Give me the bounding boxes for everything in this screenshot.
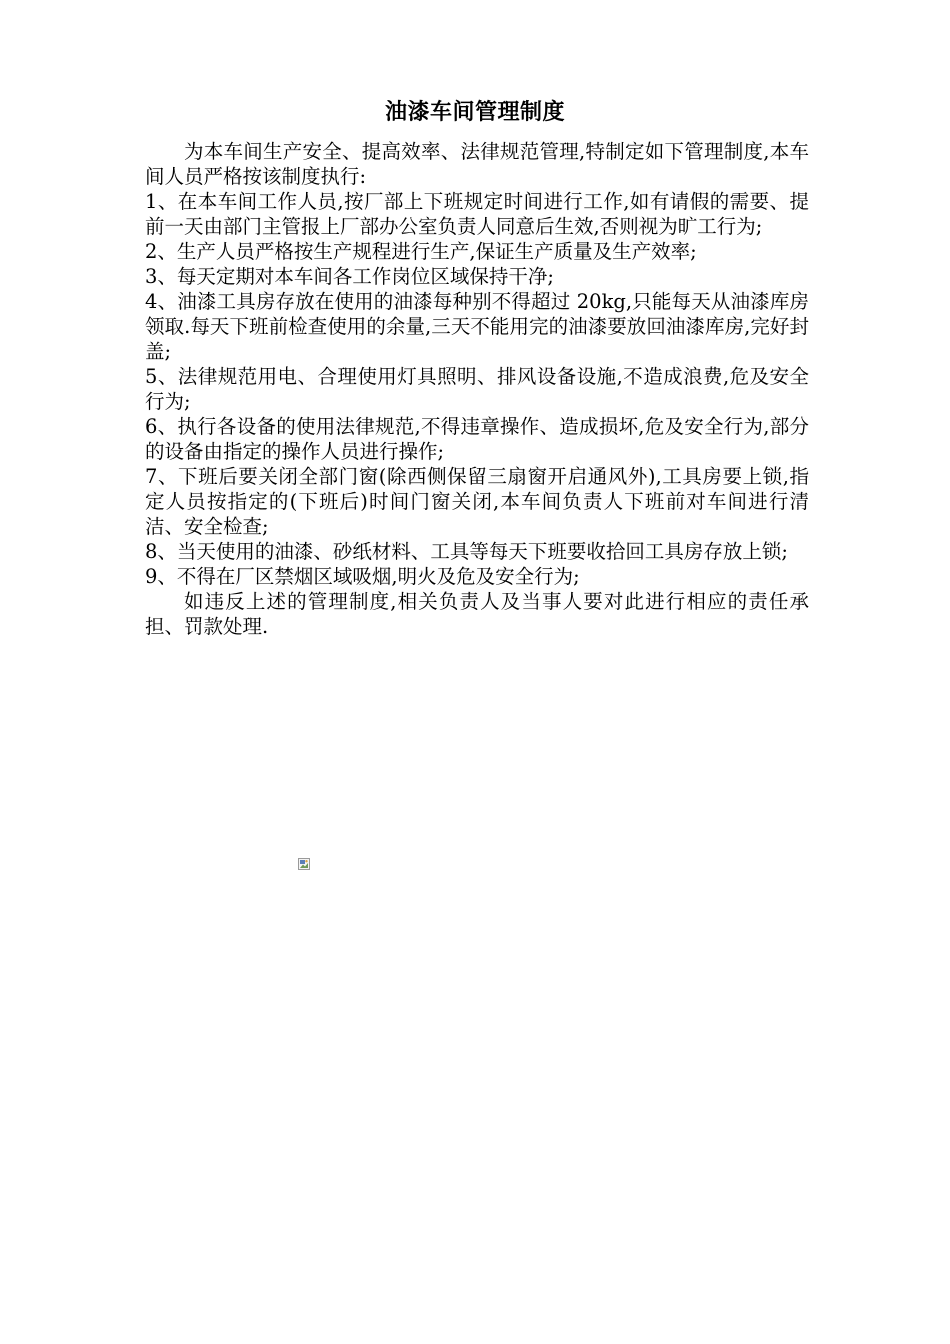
- small-image-icon: [298, 858, 310, 870]
- rule-item: 4、油漆工具房存放在使用的油漆每种别不得超过 20kg,只能每天从油漆库房领取.每天下班前检查使用的余量,三天不能用完的油漆要放回油漆库房,完好封盖;: [145, 290, 809, 363]
- rule-item: 7、下班后要关闭全部门窗(除西侧保留三扇窗开启通风外),工具房要上锁,指定人员按指定的(下班后)时间门窗关闭,本车间负责人下班前对车间进行清洁、安全检查;: [145, 465, 809, 538]
- rule-item: 5、法律规范用电、合理使用灯具照明、排风设备设施,不造成浪费,危及安全行为;: [145, 365, 809, 413]
- document-title: 油漆车间管理制度: [384, 100, 565, 125]
- document-body: [145, 139, 809, 639]
- rule-item: 8、当天使用的油漆、砂纸材料、工具等每天下班要收拾回工具房存放上锁;: [145, 540, 788, 563]
- closing-paragraph: 如违反上述的管理制度,相关负责人及当事人要对此进行相应的责任承担、罚款处理.: [145, 590, 809, 638]
- rule-item: 1、在本车间工作人员,按厂部上下班规定时间进行工作,如有请假的需要、提前一天由部门主管报上厂部办公室负责人同意后生效,否则视为旷工行为;: [145, 190, 809, 238]
- rule-item: 6、执行各设备的使用法律规范,不得违章操作、造成损坏,危及安全行为,部分的设备由指定的操作人员进行操作;: [145, 415, 809, 463]
- rule-item: 2、生产人员严格按生产规程进行生产,保证生产质量及生产效率;: [145, 240, 697, 263]
- rule-item: 9、不得在厂区禁烟区域吸烟,明火及危及安全行为;: [145, 565, 580, 588]
- rule-item: 3、每天定期对本车间各工作岗位区域保持干净;: [145, 265, 554, 288]
- intro-paragraph: 为本车间生产安全、提高效率、法律规范管理,特制定如下管理制度,本车间人员严格按该制度执行:: [145, 140, 809, 188]
